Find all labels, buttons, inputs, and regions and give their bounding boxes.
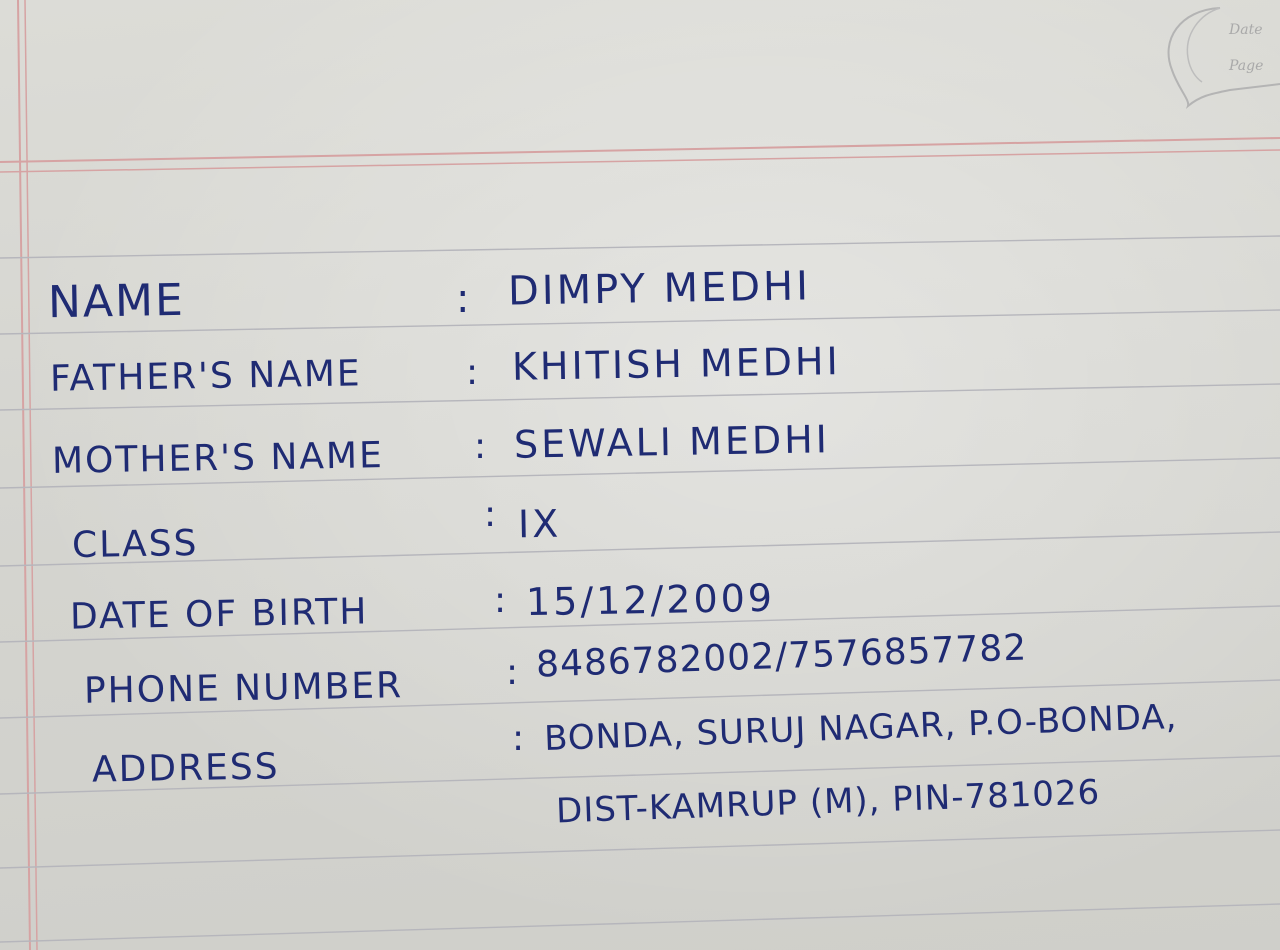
field-value: BONDA, SURUJ NAGAR, P.O-BONDA, bbox=[543, 696, 1178, 760]
field-colon: : bbox=[484, 494, 497, 535]
field-label: MOTHER'S NAME bbox=[51, 435, 385, 482]
field-colon: : bbox=[456, 276, 470, 322]
field-colon: : bbox=[512, 718, 525, 759]
date-page-stamp-icon bbox=[1160, 0, 1280, 110]
field-label: DATE OF BIRTH bbox=[69, 591, 369, 638]
field-colon: : bbox=[506, 652, 519, 693]
field-label: FATHER'S NAME bbox=[49, 353, 362, 400]
show-through-ghost bbox=[880, 272, 893, 318]
field-value: 15/12/2009 bbox=[525, 575, 776, 625]
field-value-line2: DIST-KAMRUP (M), PIN-781026 bbox=[555, 772, 1101, 832]
stamp-page-label: Page bbox=[1229, 58, 1264, 74]
field-colon: : bbox=[466, 352, 479, 393]
field-value: KHITISH MEDHI bbox=[511, 339, 842, 389]
field-label: NAME bbox=[47, 274, 186, 329]
field-colon: : bbox=[494, 580, 507, 621]
field-value: 8486782002/7576857782 bbox=[535, 627, 1028, 686]
field-value: IX bbox=[517, 501, 562, 547]
field-colon: : bbox=[474, 426, 487, 467]
stamp-date-label: Date bbox=[1229, 22, 1263, 38]
field-label: CLASS bbox=[71, 522, 199, 567]
field-value: SEWALI MEDHI bbox=[513, 417, 831, 467]
field-value: DIMPY MEDHI bbox=[507, 263, 812, 315]
field-label: ADDRESS bbox=[91, 746, 280, 791]
field-label: PHONE NUMBER bbox=[83, 665, 404, 712]
